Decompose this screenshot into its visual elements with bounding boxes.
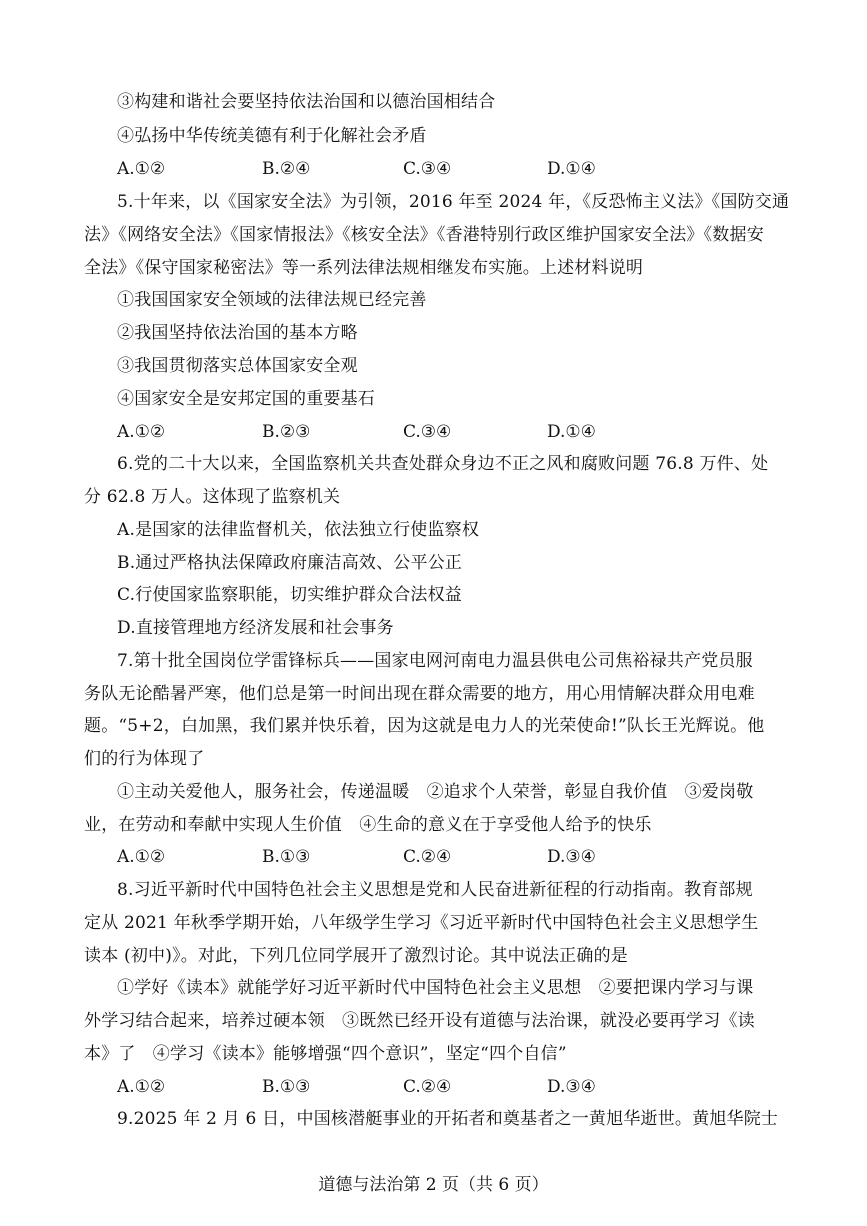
q8-statements-line-2: 外学习结合起来，培养过硬本领 ③既然已经开设有道德与法治课，就没必要再学习《读 bbox=[84, 1011, 755, 1031]
q7-option-b[interactable]: B.①③ bbox=[262, 847, 311, 867]
q8-stem-line-2: 定从 2021 年秋季学期开始，八年级学生学习《习近平新时代中国特色社会主义思想学生 bbox=[84, 913, 759, 933]
q6-stem-line-1: 6.党的二十大以来，全国监察机关共查处群众身边不正之风和腐败问题 76.8 万件、处 bbox=[117, 454, 769, 474]
q5-stem-line-2: 法》《网络安全法》《国家情报法》《核安全法》《香港特别行政区维护国家安全法》《数据安 bbox=[84, 225, 764, 245]
q4-option-c[interactable]: C.③④ bbox=[403, 159, 452, 179]
q6-option-a[interactable]: A.是国家的法律监督机关，依法独立行使监察权 bbox=[117, 520, 480, 540]
q4-statement-3: ③构建和谐社会要坚持依法治国和以德治国相结合 bbox=[117, 92, 496, 112]
q5-option-c[interactable]: C.③④ bbox=[403, 422, 452, 442]
q7-stem-line-2: 务队无论酷暑严寒，他们总是第一时间出现在群众需要的地方，用心用情解决群众用电难 bbox=[84, 684, 755, 704]
q8-option-b[interactable]: B.①③ bbox=[262, 1077, 311, 1097]
q7-stem-line-3: 题。“5+2，白加黑，我们累并快乐着，因为这就是电力人的光荣使命!”队长王光辉说。他 bbox=[84, 716, 765, 736]
q5-statement-1: ①我国国家安全领域的法律法规已经完善 bbox=[117, 290, 427, 310]
q4-statement-4: ④弘扬中华传统美德有利于化解社会矛盾 bbox=[117, 126, 427, 146]
q5-option-a[interactable]: A.①② bbox=[117, 422, 166, 442]
q8-option-c[interactable]: C.②④ bbox=[403, 1077, 452, 1097]
q7-option-a[interactable]: A.①② bbox=[117, 847, 166, 867]
q8-statements-line-1: ①学好《读本》就能学好习近平新时代中国特色社会主义思想 ②要把课内学习与课 bbox=[117, 978, 754, 998]
q7-stem-line-1: 7.第十批全国岗位学雷锋标兵——国家电网河南电力温县供电公司焦裕禄共产党员服 bbox=[117, 651, 753, 671]
q9-stem-line-1: 9.2025 年 2 月 6 日，中国核潜艇事业的开拓者和奠基者之一黄旭华逝世。黄旭华院士 bbox=[117, 1109, 779, 1129]
q5-stem-line-1: 5.十年来，以《国家安全法》为引领，2016 年至 2024 年，《反恐怖主义法》《国防交通 bbox=[117, 192, 790, 212]
q5-option-b[interactable]: B.②③ bbox=[262, 422, 311, 442]
q8-stem-line-3: 读本 (初中)》。对此，下列几位同学展开了激烈讨论。其中说法正确的是 bbox=[84, 946, 628, 966]
q7-option-d[interactable]: D.③④ bbox=[547, 847, 596, 867]
q5-statement-3: ③我国贯彻落实总体国家安全观 bbox=[117, 356, 358, 376]
q7-stem-line-4: 们的行为体现了 bbox=[84, 749, 205, 769]
q8-stem-line-1: 8.习近平新时代中国特色社会主义思想是党和人民奋进新征程的行动指南。教育部规 bbox=[117, 880, 753, 900]
q6-option-b[interactable]: B.通过严格执法保障政府廉洁高效、公平公正 bbox=[117, 553, 463, 573]
q7-statements-line-2: 业，在劳动和奉献中实现人生价值 ④生命的意义在于享受他人给予的快乐 bbox=[84, 815, 652, 835]
q7-statements-line-1: ①主动关爱他人，服务社会，传递温暖 ②追求个人荣誉，彰显自我价值 ③爱岗敬 bbox=[117, 782, 754, 802]
q6-option-d[interactable]: D.直接管理地方经济发展和社会事务 bbox=[117, 618, 394, 638]
q4-option-a[interactable]: A.①② bbox=[117, 159, 166, 179]
q7-option-c[interactable]: C.②④ bbox=[403, 847, 452, 867]
q8-statements-line-3: 本》了 ④学习《读本》能够增强“四个意识”，坚定“四个自信” bbox=[84, 1044, 567, 1064]
q8-option-a[interactable]: A.①② bbox=[117, 1077, 166, 1097]
q8-option-d[interactable]: D.③④ bbox=[547, 1077, 596, 1097]
q5-statement-4: ④国家安全是安邦定国的重要基石 bbox=[117, 389, 375, 409]
q5-statement-2: ②我国坚持依法治国的基本方略 bbox=[117, 323, 358, 343]
q5-option-d[interactable]: D.①④ bbox=[547, 422, 596, 442]
q5-stem-line-3: 全法》《保守国家秘密法》等一系列法律法规相继发布实施。上述材料说明 bbox=[84, 258, 644, 278]
q4-option-d[interactable]: D.①④ bbox=[547, 159, 596, 179]
q4-option-b[interactable]: B.②④ bbox=[262, 159, 311, 179]
q6-stem-line-2: 分 62.8 万人。这体现了监察机关 bbox=[84, 487, 341, 507]
q6-option-c[interactable]: C.行使国家监察职能，切实维护群众合法权益 bbox=[117, 585, 463, 605]
page-footer: 道德与法治第 2 页（共 6 页） bbox=[318, 1175, 549, 1195]
